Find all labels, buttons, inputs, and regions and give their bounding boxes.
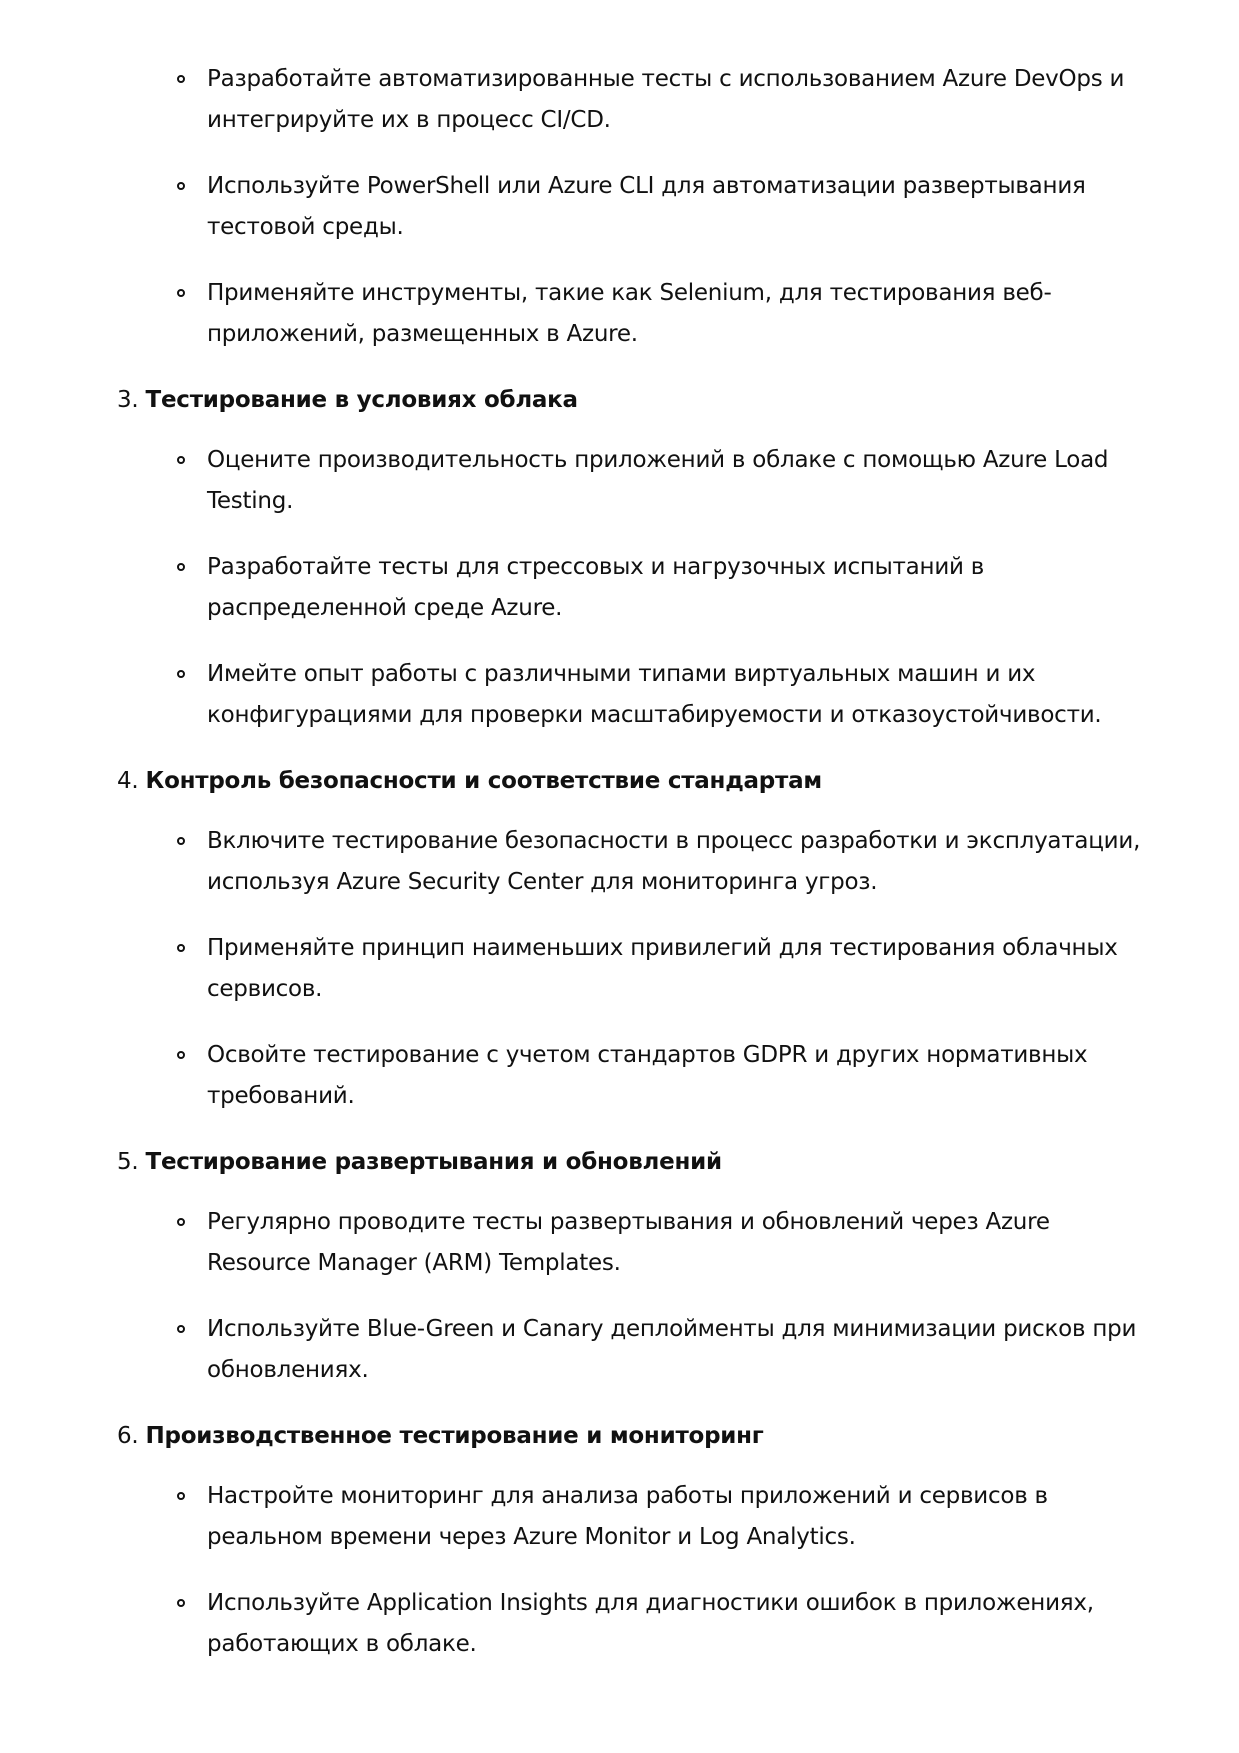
document-list (0, 59, 1239, 1690)
section-title: Контроль безопасности и соответствие стандартам (145, 768, 822, 794)
section-number: 5. (117, 1149, 139, 1175)
list-item: Настройте мониторинг для анализа работы приложений и сервисов в реальном времени через Azure Monitor и Log Analytics. (0, 1476, 1157, 1558)
section-number: 3. (117, 387, 139, 413)
section-number: 6. (117, 1423, 139, 1449)
list-item: Имейте опыт работы с различными типами виртуальных машин и их конфигурациями для проверки масштабируемости и отказоустойчивости. (0, 654, 1157, 736)
section-heading (0, 1142, 1239, 1183)
section-bullets (0, 440, 1239, 736)
section-production (0, 1416, 1239, 1665)
section-bullets (0, 821, 1239, 1117)
section-deployment (0, 1142, 1239, 1391)
list-item: Разработайте тесты для стрессовых и нагрузочных испытаний в распределенной среде Azure. (0, 547, 1157, 629)
section-title: Производственное тестирование и мониторинг (145, 1423, 764, 1449)
section-bullets (0, 1476, 1239, 1665)
list-item: Оцените производительность приложений в облаке с помощью Azure Load Testing. (0, 440, 1157, 522)
section-security (0, 761, 1239, 1117)
list-item: Разработайте автоматизированные тесты с использованием Azure DevOps и интегрируйте их в процесс CI/CD. (0, 59, 1157, 141)
section-heading (0, 761, 1239, 802)
list-item: Регулярно проводите тесты развертывания и обновлений через Azure Resource Manager (ARM) Templates. (0, 1202, 1157, 1284)
section-bullets (0, 1202, 1239, 1391)
list-item: Освойте тестирование с учетом стандартов GDPR и других нормативных требований. (0, 1035, 1157, 1117)
section-heading (0, 1416, 1239, 1457)
list-item: Включите тестирование безопасности в процесс разработки и эксплуатации, используя Azure Security Center для мониторинга угроз. (0, 821, 1157, 903)
section-cloud-testing (0, 380, 1239, 736)
list-item: Используйте PowerShell или Azure CLI для автоматизации развертывания тестовой среды. (0, 166, 1157, 248)
list-item: Применяйте принцип наименьших привилегий для тестирования облачных сервисов. (0, 928, 1157, 1010)
section-heading (0, 380, 1239, 421)
section-title: Тестирование в условиях облака (145, 387, 578, 413)
section-number: 4. (117, 768, 139, 794)
list-item: Используйте Application Insights для диагностики ошибок в приложениях, работающих в облаке. (0, 1583, 1157, 1665)
list-item: Используйте Blue-Green и Canary деплойменты для минимизации рисков при обновлениях. (0, 1309, 1157, 1391)
section-title: Тестирование развертывания и обновлений (145, 1149, 722, 1175)
list-item: Применяйте инструменты, такие как Selenium, для тестирования веб-приложений, размещенных в Azure. (0, 273, 1157, 355)
